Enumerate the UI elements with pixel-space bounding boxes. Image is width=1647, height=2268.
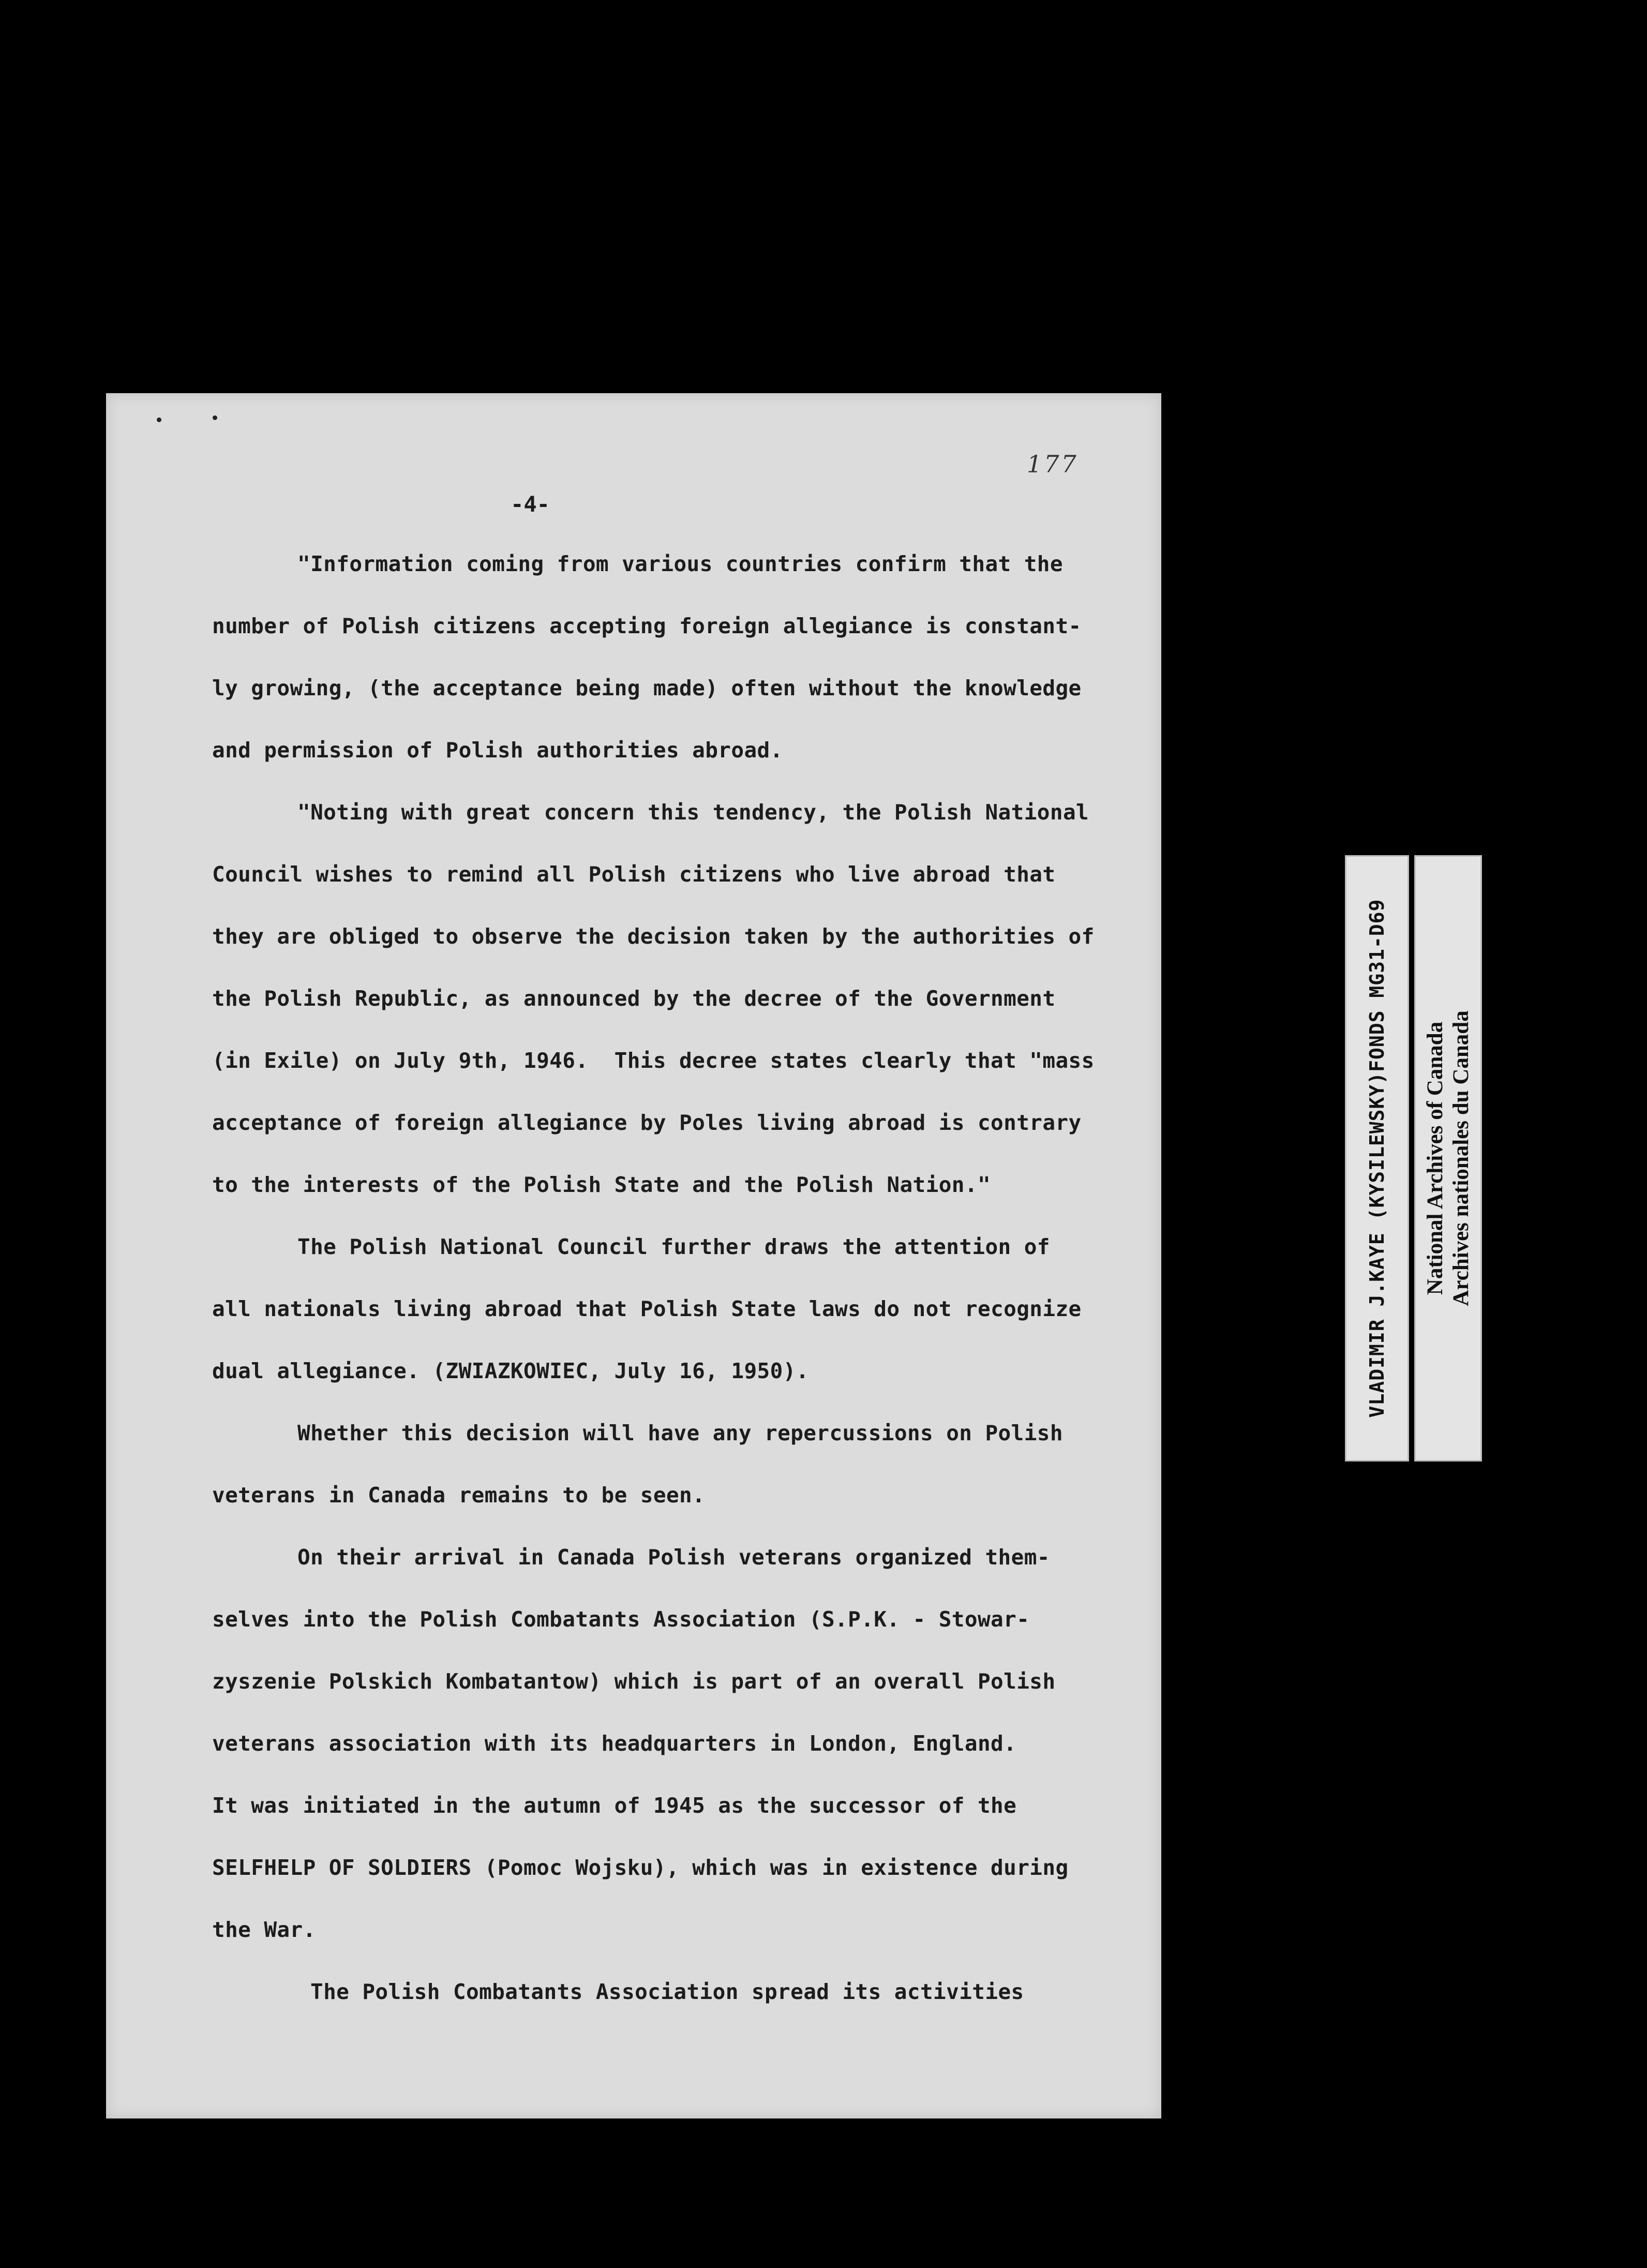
document-page [106, 393, 1161, 2118]
text-line: ly growing, (the acceptance being made) often without the knowledge [212, 676, 1082, 700]
text-line: (in Exile) on July 9th, 1946. This decree states clearly that "mass [212, 1048, 1095, 1073]
page-speck [213, 415, 217, 420]
page-speck [157, 417, 161, 422]
text-line: veterans in Canada remains to be seen. [212, 1483, 706, 1508]
text-line: SELFHELP OF SOLDIERS (Pomoc Wojsku), which was in existence during [212, 1855, 1069, 1880]
text-line: The Polish Combatants Association spread its activities [310, 1979, 1024, 2004]
text-line: On their arrival in Canada Polish veterans organized them- [297, 1545, 1050, 1570]
folio-number: 177 [1027, 450, 1079, 478]
text-line: Whether this decision will have any repercussions on Polish [297, 1421, 1063, 1445]
text-line: the War. [212, 1917, 316, 1942]
text-line: acceptance of foreign allegiance by Poles living abroad is contrary [212, 1110, 1082, 1135]
text-line: all nationals living abroad that Polish State laws do not recognize [212, 1296, 1082, 1321]
institution-name-en: National Archives of Canada [1423, 1021, 1447, 1295]
text-line: they are obliged to observe the decision taken by the authorities of [212, 924, 1095, 949]
text-line: selves into the Polish Combatants Association (S.P.K. - Stowar- [212, 1607, 1030, 1632]
text-line: dual allegiance. (ZWIAZKOWIEC, July 16, 1950). [212, 1359, 809, 1383]
text-line: Council wishes to remind all Polish citizens who live abroad that [212, 862, 1056, 887]
text-line: and permission of Polish authorities abroad. [212, 738, 783, 763]
text-line: "Information coming from various countries confirm that the [297, 551, 1063, 576]
institution-name-fr: Archives nationales du Canada [1448, 1010, 1473, 1306]
text-line: "Noting with great concern this tendency, the Polish National [297, 800, 1089, 825]
fonds-label [1345, 855, 1409, 1461]
institution-text [1423, 1010, 1474, 1306]
page-number: -4- [511, 491, 550, 517]
text-line: zyszenie Polskich Kombatantow) which is part of an overall Polish [212, 1669, 1056, 1694]
text-line: It was initiated in the autumn of 1945 as the successor of the [212, 1793, 1017, 1818]
text-line: to the interests of the Polish State and the Polish Nation." [212, 1172, 991, 1197]
text-line: number of Polish citizens accepting foreign allegiance is constant- [212, 614, 1082, 638]
fonds-text: VLADIMIR J.KAYE (KYSILEWSKY)FONDS MG31-D69 [1366, 899, 1388, 1418]
document-body [212, 548, 1095, 2038]
institution-label [1414, 855, 1482, 1461]
text-line: the Polish Republic, as announced by the decree of the Government [212, 986, 1056, 1011]
archive-label [1345, 855, 1482, 1461]
text-line: The Polish National Council further draws the attention of [297, 1234, 1050, 1259]
text-line: veterans association with its headquarters in London, England. [212, 1731, 1017, 1756]
